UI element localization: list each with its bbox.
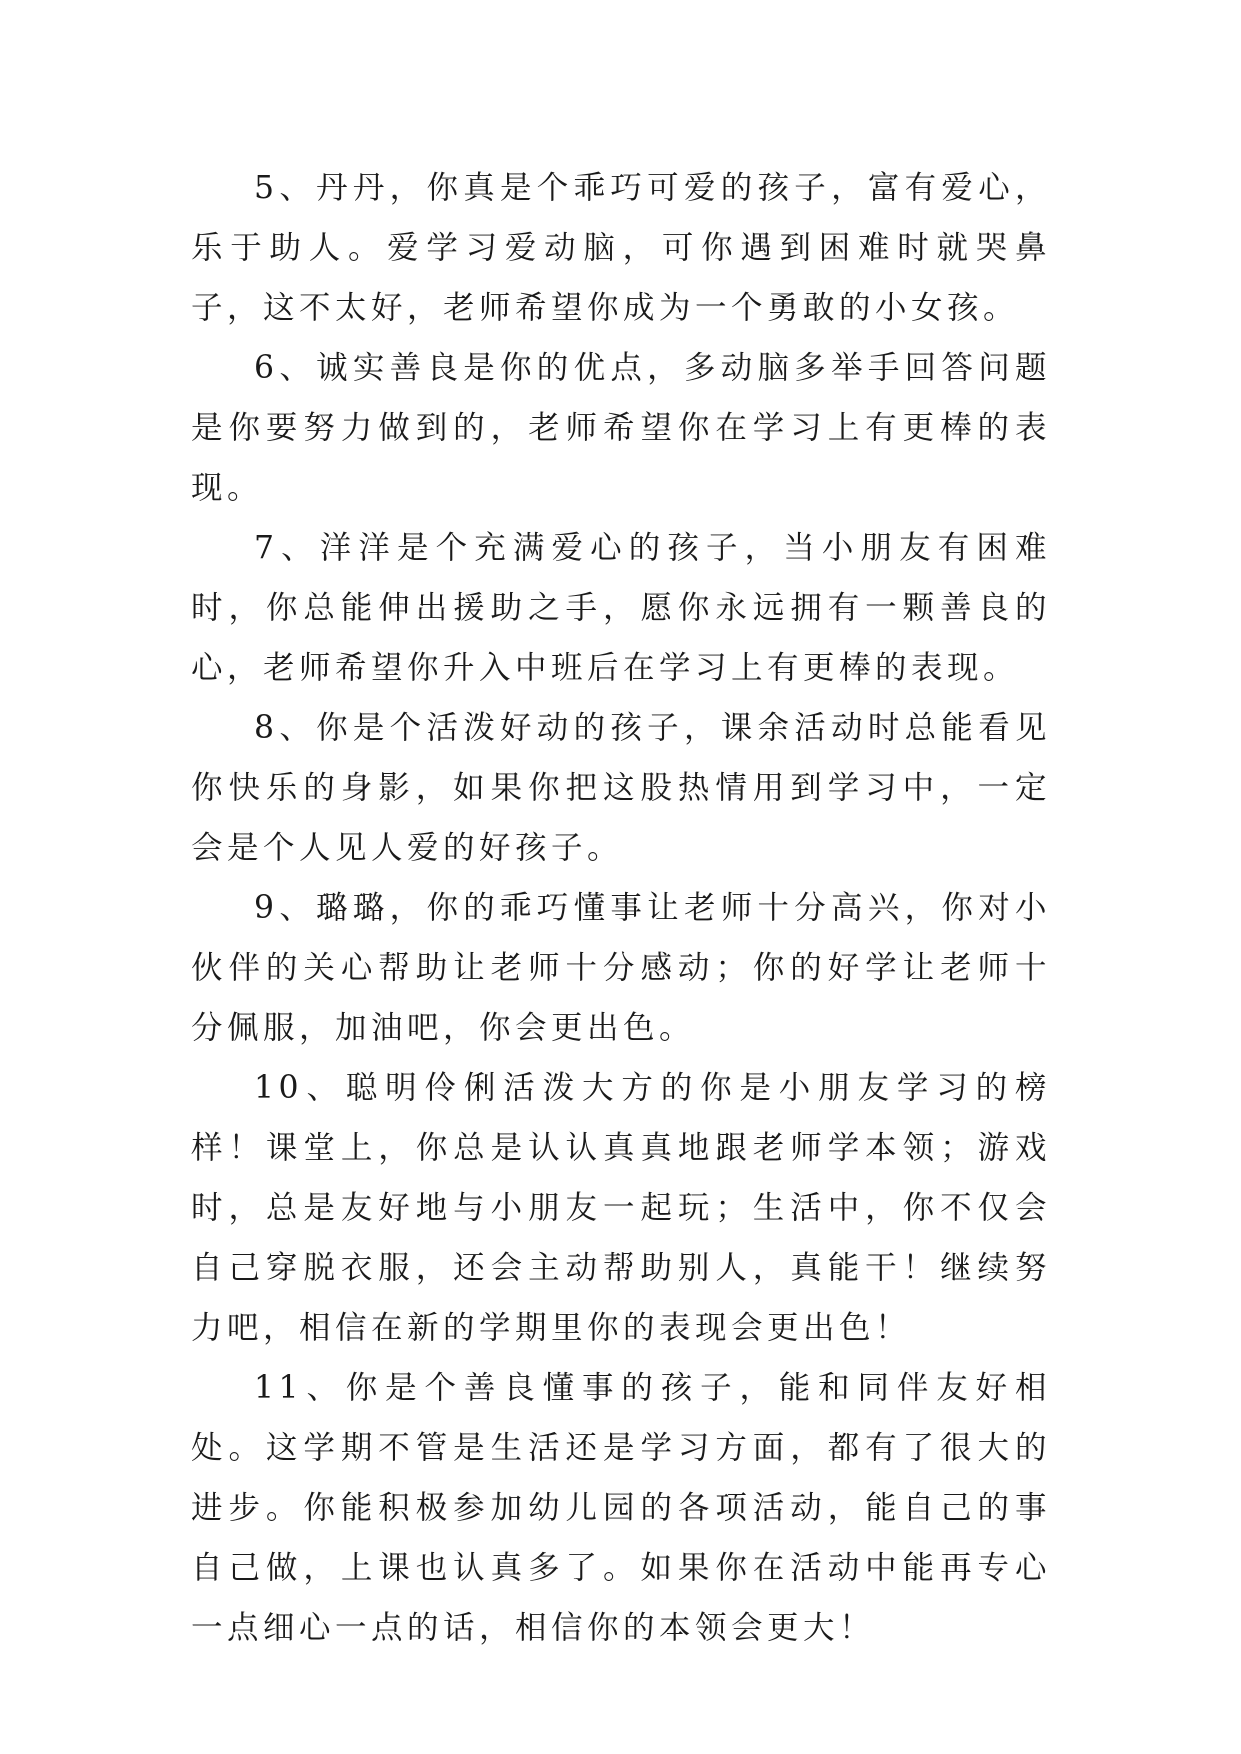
document-body <box>191 158 1051 1658</box>
paragraph-6: 6、诚实善良是你的优点，多动脑多举手回答问题是你要努力做到的，老师希望你在学习上有更棒的表现。 <box>191 350 1051 506</box>
paragraph-8: 8、你是个活泼好动的孩子，课余活动时总能看见你快乐的身影，如果你把这股热情用到学习中，一定会是个人见人爱的好孩子。 <box>191 710 1051 866</box>
paragraph-11: 11、你是个善良懂事的孩子，能和同伴友好相处。这学期不管是生活还是学习方面，都有了很大的进步。你能积极参加幼儿园的各项活动，能自己的事自己做，上课也认真多了。如果你在活动中能再专心一点细心一点的话，相信你的本领会更大！ <box>191 1370 1051 1646</box>
paragraph-9: 9、璐璐，你的乖巧懂事让老师十分高兴，你对小伙伴的关心帮助让老师十分感动；你的好学让老师十分佩服，加油吧，你会更出色。 <box>191 890 1051 1046</box>
paragraph-5: 5、丹丹，你真是个乖巧可爱的孩子，富有爱心，乐于助人。爱学习爱动脑，可你遇到困难时就哭鼻子，这不太好，老师希望你成为一个勇敢的小女孩。 <box>191 170 1051 326</box>
paragraph-7: 7、洋洋是个充满爱心的孩子，当小朋友有困难时，你总能伸出援助之手，愿你永远拥有一颗善良的心，老师希望你升入中班后在学习上有更棒的表现。 <box>191 530 1051 686</box>
paragraph-10: 10、聪明伶俐活泼大方的你是小朋友学习的榜样！课堂上，你总是认认真真地跟老师学本领；游戏时，总是友好地与小朋友一起玩；生活中，你不仅会自己穿脱衣服，还会主动帮助别人，真能干！继续努力吧，相信在新的学期里你的表现会更出色！ <box>191 1070 1051 1346</box>
